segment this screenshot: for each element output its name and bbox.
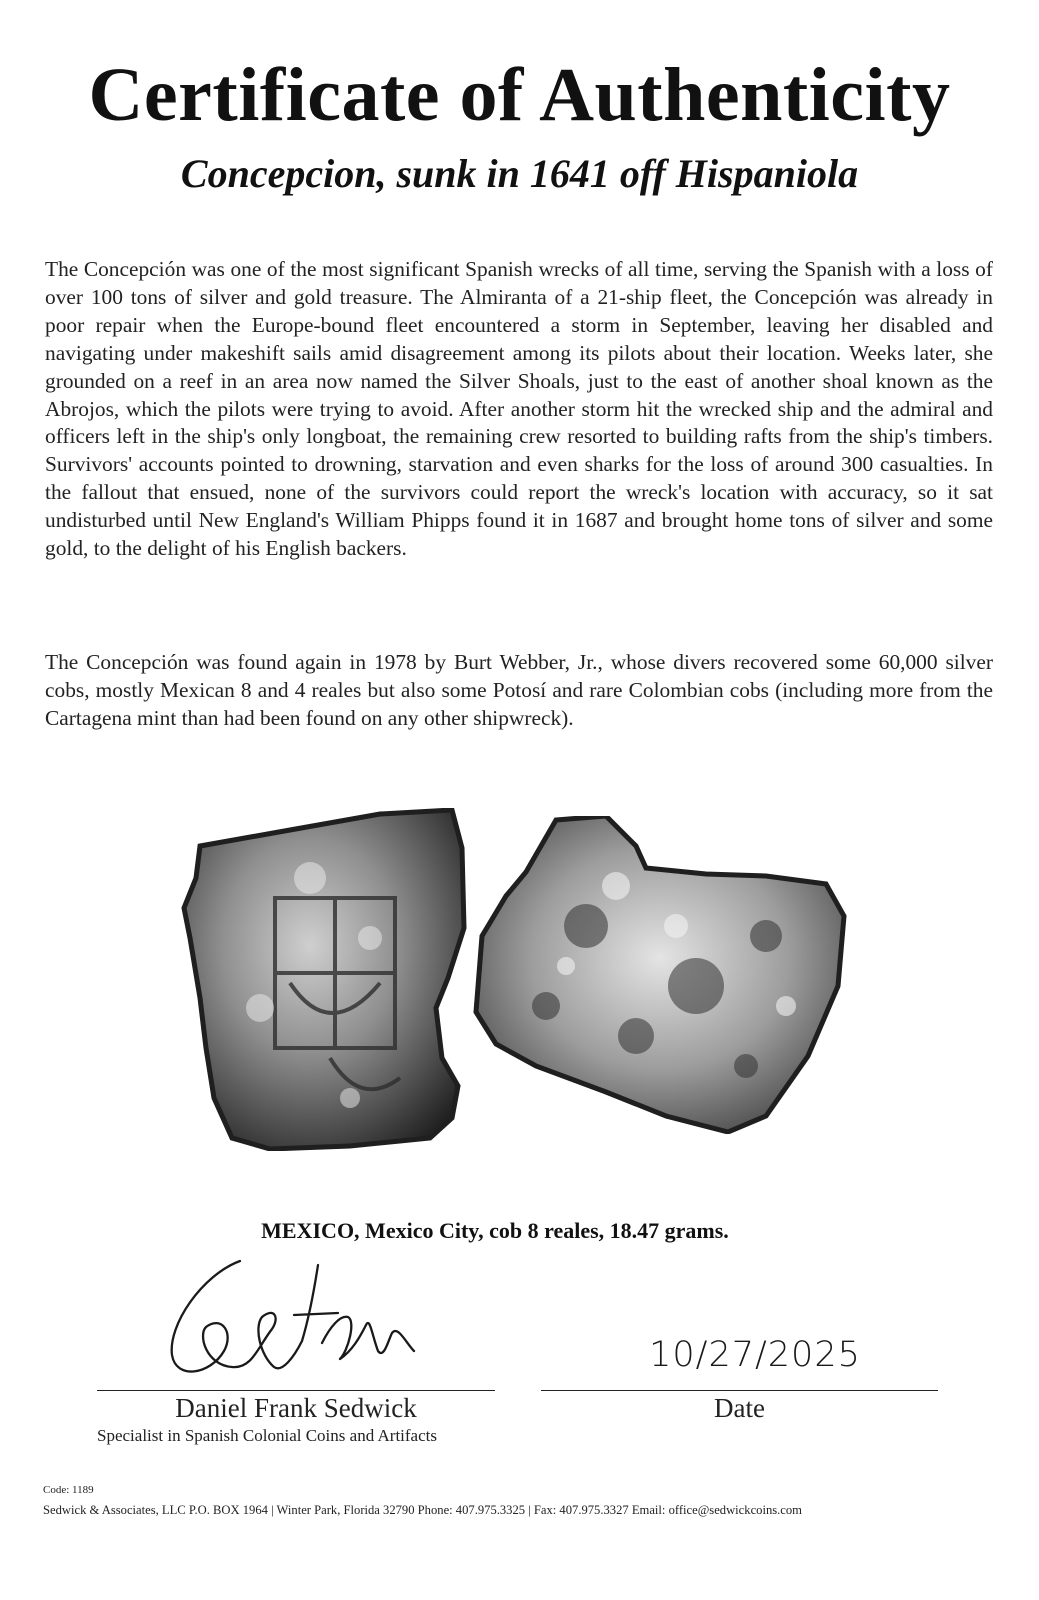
certificate-code: Code: 1189	[43, 1484, 94, 1496]
company-footer: Sedwick & Associates, LLC P.O. BOX 1964 | Winter Park, Florida 32790 Phone: 407.975.3325 | Fax: 407.975.3327 Email: office@sedwickcoins.com	[43, 1503, 802, 1517]
signature-line	[97, 1390, 495, 1391]
history-paragraph-1: The Concepción was one of the most significant Spanish wrecks of all time, serving the Spanish with a loss of over 100 tons of silver and gold treasure. The Almiranta of a 21-ship fleet, the Concepción was already in poor repair when the Europe-bound fleet encountered a storm in September, leaving her disabled and navigating under makeshift sails amid disagreement among its pilots about their location. Weeks later, she grounded on a reef in an area now named the Silver Shoals, just to the east of another shoal known as the Abrojos, which the pilots were trying to avoid. After another storm hit the wrecked ship and the admiral and officers left in the ship's only longboat, the remaining crew resorted to building rafts from the ship's timbers. Survivors' accounts pointed to drowning, starvation and even sharks for the loss of around 300 casualties. In the fallout that ensued, none of the survivors could report the wreck's location with accuracy, so it sat undisturbed until New England's William Phipps found it in 1687 and brought home tons of silver and some gold, to the delight of his English backers.	[45, 257, 993, 561]
signer-name: Daniel Frank Sedwick	[175, 1393, 417, 1423]
coin-obverse-image	[180, 808, 470, 1151]
certificate-subtitle: Concepcion, sunk in 1641 off Hispaniola	[180, 151, 859, 196]
coin-reverse-image	[466, 816, 850, 1134]
signature-image	[162, 1255, 432, 1385]
signer-title: Specialist in Spanish Colonial Coins and Artifacts	[97, 1426, 437, 1445]
date-line	[541, 1390, 938, 1391]
history-paragraph-2: The Concepción was found again in 1978 by Burt Webber, Jr., whose divers recovered some 60,000 silver cobs, mostly Mexican 8 and 4 reales but also some Potosí and rare Colombian cobs (including more from the Cartagena mint than had been found on any other shipwreck).	[45, 650, 993, 730]
coin-caption: MEXICO, Mexico City, cob 8 reales, 18.47 grams.	[261, 1218, 729, 1243]
certificate-title: Certificate of Authenticity	[88, 53, 951, 137]
date-label: Date	[714, 1393, 765, 1423]
issue-date: 10/27/2025	[649, 1335, 861, 1375]
